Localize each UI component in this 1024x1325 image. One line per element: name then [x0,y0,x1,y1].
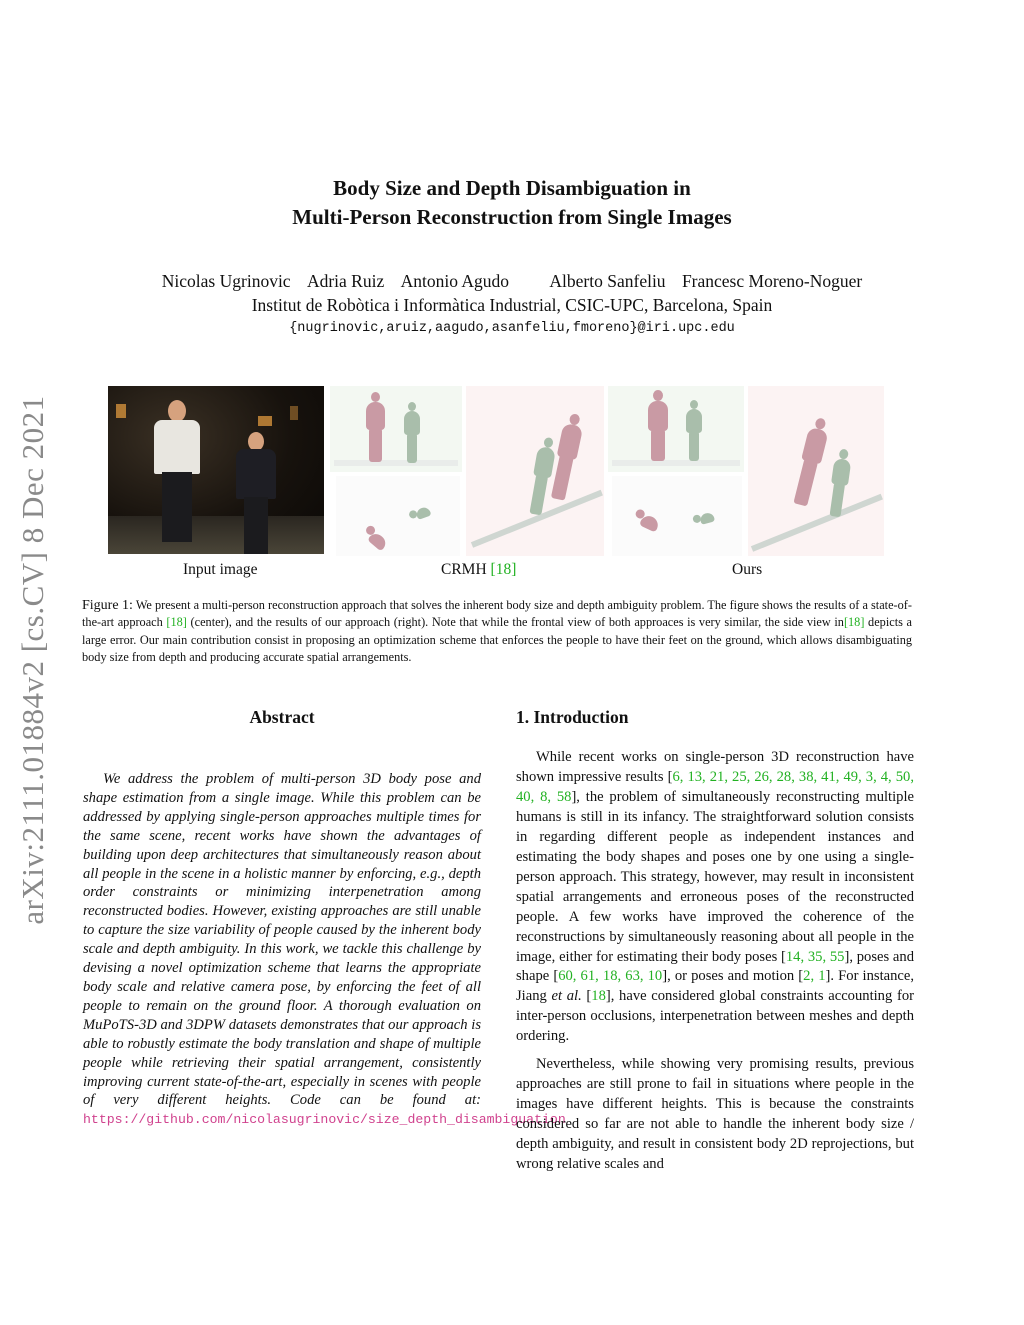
citation-link[interactable]: [18] [166,615,187,630]
arxiv-identifier [8,360,58,960]
crmh-front-view [330,386,462,472]
citation-link[interactable]: [18] [490,561,517,578]
label-crmh-text: CRMH [441,561,487,578]
code-link[interactable]: https://github.com/nicolasugrinovic/size_depth_disambiguation [83,1112,566,1128]
abstract-heading: Abstract [249,707,315,727]
intro-text: ], or poses and motion [ [662,968,804,985]
intro-text: et al. [551,988,582,1005]
input-photo [108,386,324,554]
caption-label: Figure 1: [82,598,133,613]
intro-text: ], the problem of simultaneously reconstructing multiple humans is still in its infancy. The straightforward solution consists in regarding different people as independent instances and estimating the body shapes and poses one by one using a single-person approach. This strategy, however, may result in inconsistent spatial arrangements and erroneous poses of the reconstructed people. A few works have improved the coherence of the reconstructions by simultaneously reasoning about all people in the image, either for estimating their body poses [ [516,788,914,965]
intro-text: ], have considered global constraints accounting for inter-person occlusions, interpenetration between meshes and depth ordering. [516,988,914,1045]
citation-link[interactable]: 18 [591,988,606,1005]
intro-text: [ [581,988,592,1005]
arxiv-identifier-text: arXiv:2111.01884v2 [cs.CV] 8 Dec 2021 [15,395,50,925]
abstract-body: We address the problem of multi-person 3D body pose and shape estimation from a single image. While this problem can be addressed by applying single-person approaches multiple times for the same scene, recent works have shown the advantages of building upon deep architectures that simultaneously reason about all people in the scene in a holistic manner by enforcing, e.g., depth order constraints or minimizing interpenetration among reconstructed bodies. However, existing approaches are still unable to capture the size variability of people caused by the inherent body scale and depth ambiguity. In this work, we tackle this challenge by devising a novel optimization scheme that learns the appropriate body scale and relative camera pose, by enforcing the feet of all people to remain on the ground floor. A thorough evaluation on MuPoTS-3D and 3DPW datasets demonstrates that our approach is able to robustly estimate the body translation and shape of multiple people while retrieving their spatial arrangement, consistently improving current state-of-the-art, especially in scenes with people of very different heights. Code can be found at: [83,771,481,1109]
title-line-2: Multi-Person Reconstruction from Single Images [292,205,732,229]
ours-front-view [608,386,744,472]
abstract-section [83,705,566,1130]
caption-text: depicts a large error. Our main contribution consist in proposing an optimization scheme that enforces the people to have their feet on the ground, which allows disambiguating body size from depth and producing accurate spatial arrangements. [82,615,912,664]
introduction-heading: 1. Introduction [516,707,629,727]
figure-caption [82,597,912,666]
paper-title [0,174,1024,232]
author: Antonio Agudo [400,271,510,291]
ours-side-view [748,386,884,556]
affiliation: Institut de Robòtica i Informàtica Industrial, CSIC-UPC, Barcelona, Spain [251,295,773,315]
author-emails: {nugrinovic,aruiz,aagudo,asanfeliu,fmoreno}@iri.upc.edu [289,321,735,336]
intro-paragraph-2: Nevertheless, while showing very promising results, previous approaches are still prone to fail in situations where people in the images have different heights. This is because the constraints considered so far are not able to handle the inherent body size / depth ambiguity, and result in consistent body 2D reprojections, but wrong relative scales and [516,1056,914,1173]
crmh-side-view [466,386,604,556]
caption-text: We present a multi-person reconstruction approach that solves the inherent body size and depth ambiguity problem. The figure shows the results of a state-of-the-art approach [82,598,912,630]
label-crmh [441,561,516,579]
caption-text: (center), and the results of our approach (right). Note that while the frontal view of both approaces is very similar, the side view in [186,615,844,630]
ours-top-view [612,476,742,556]
citation-link[interactable]: 6, 13, 21, 25, 26, 28, 38, 41, 49, 3, 4, 50, 40, 8, 58 [516,768,914,805]
introduction-section [516,705,914,1175]
citation-link[interactable]: [18] [843,615,865,630]
crmh-top-view [336,476,460,556]
abstract-text [83,770,566,1130]
intro-paragraph-1 [516,748,914,1047]
intro-text: ]. For instance, Jiang [516,968,915,1005]
author: Nicolas Ugrinovic [161,271,291,291]
author: Francesc Moreno-Noguer [681,271,863,291]
citation-link[interactable]: 2, 1 [803,968,826,985]
title-line-1: Body Size and Depth Disambiguation in [333,176,691,200]
author: Adria Ruiz [306,271,385,291]
label-ours: Ours [732,561,763,578]
author-list [0,271,1024,292]
citation-link[interactable]: 60, 61, 18, 63, 10 [558,968,663,985]
intro-text: ], poses and shape [ [516,948,914,985]
citation-link[interactable]: 14, 35, 55 [785,948,845,965]
label-input-image: Input image [183,561,258,578]
intro-text: While recent works on single-person 3D reconstruction have shown impressive results [ [516,749,914,785]
author: Alberto Sanfeliu [549,271,666,291]
